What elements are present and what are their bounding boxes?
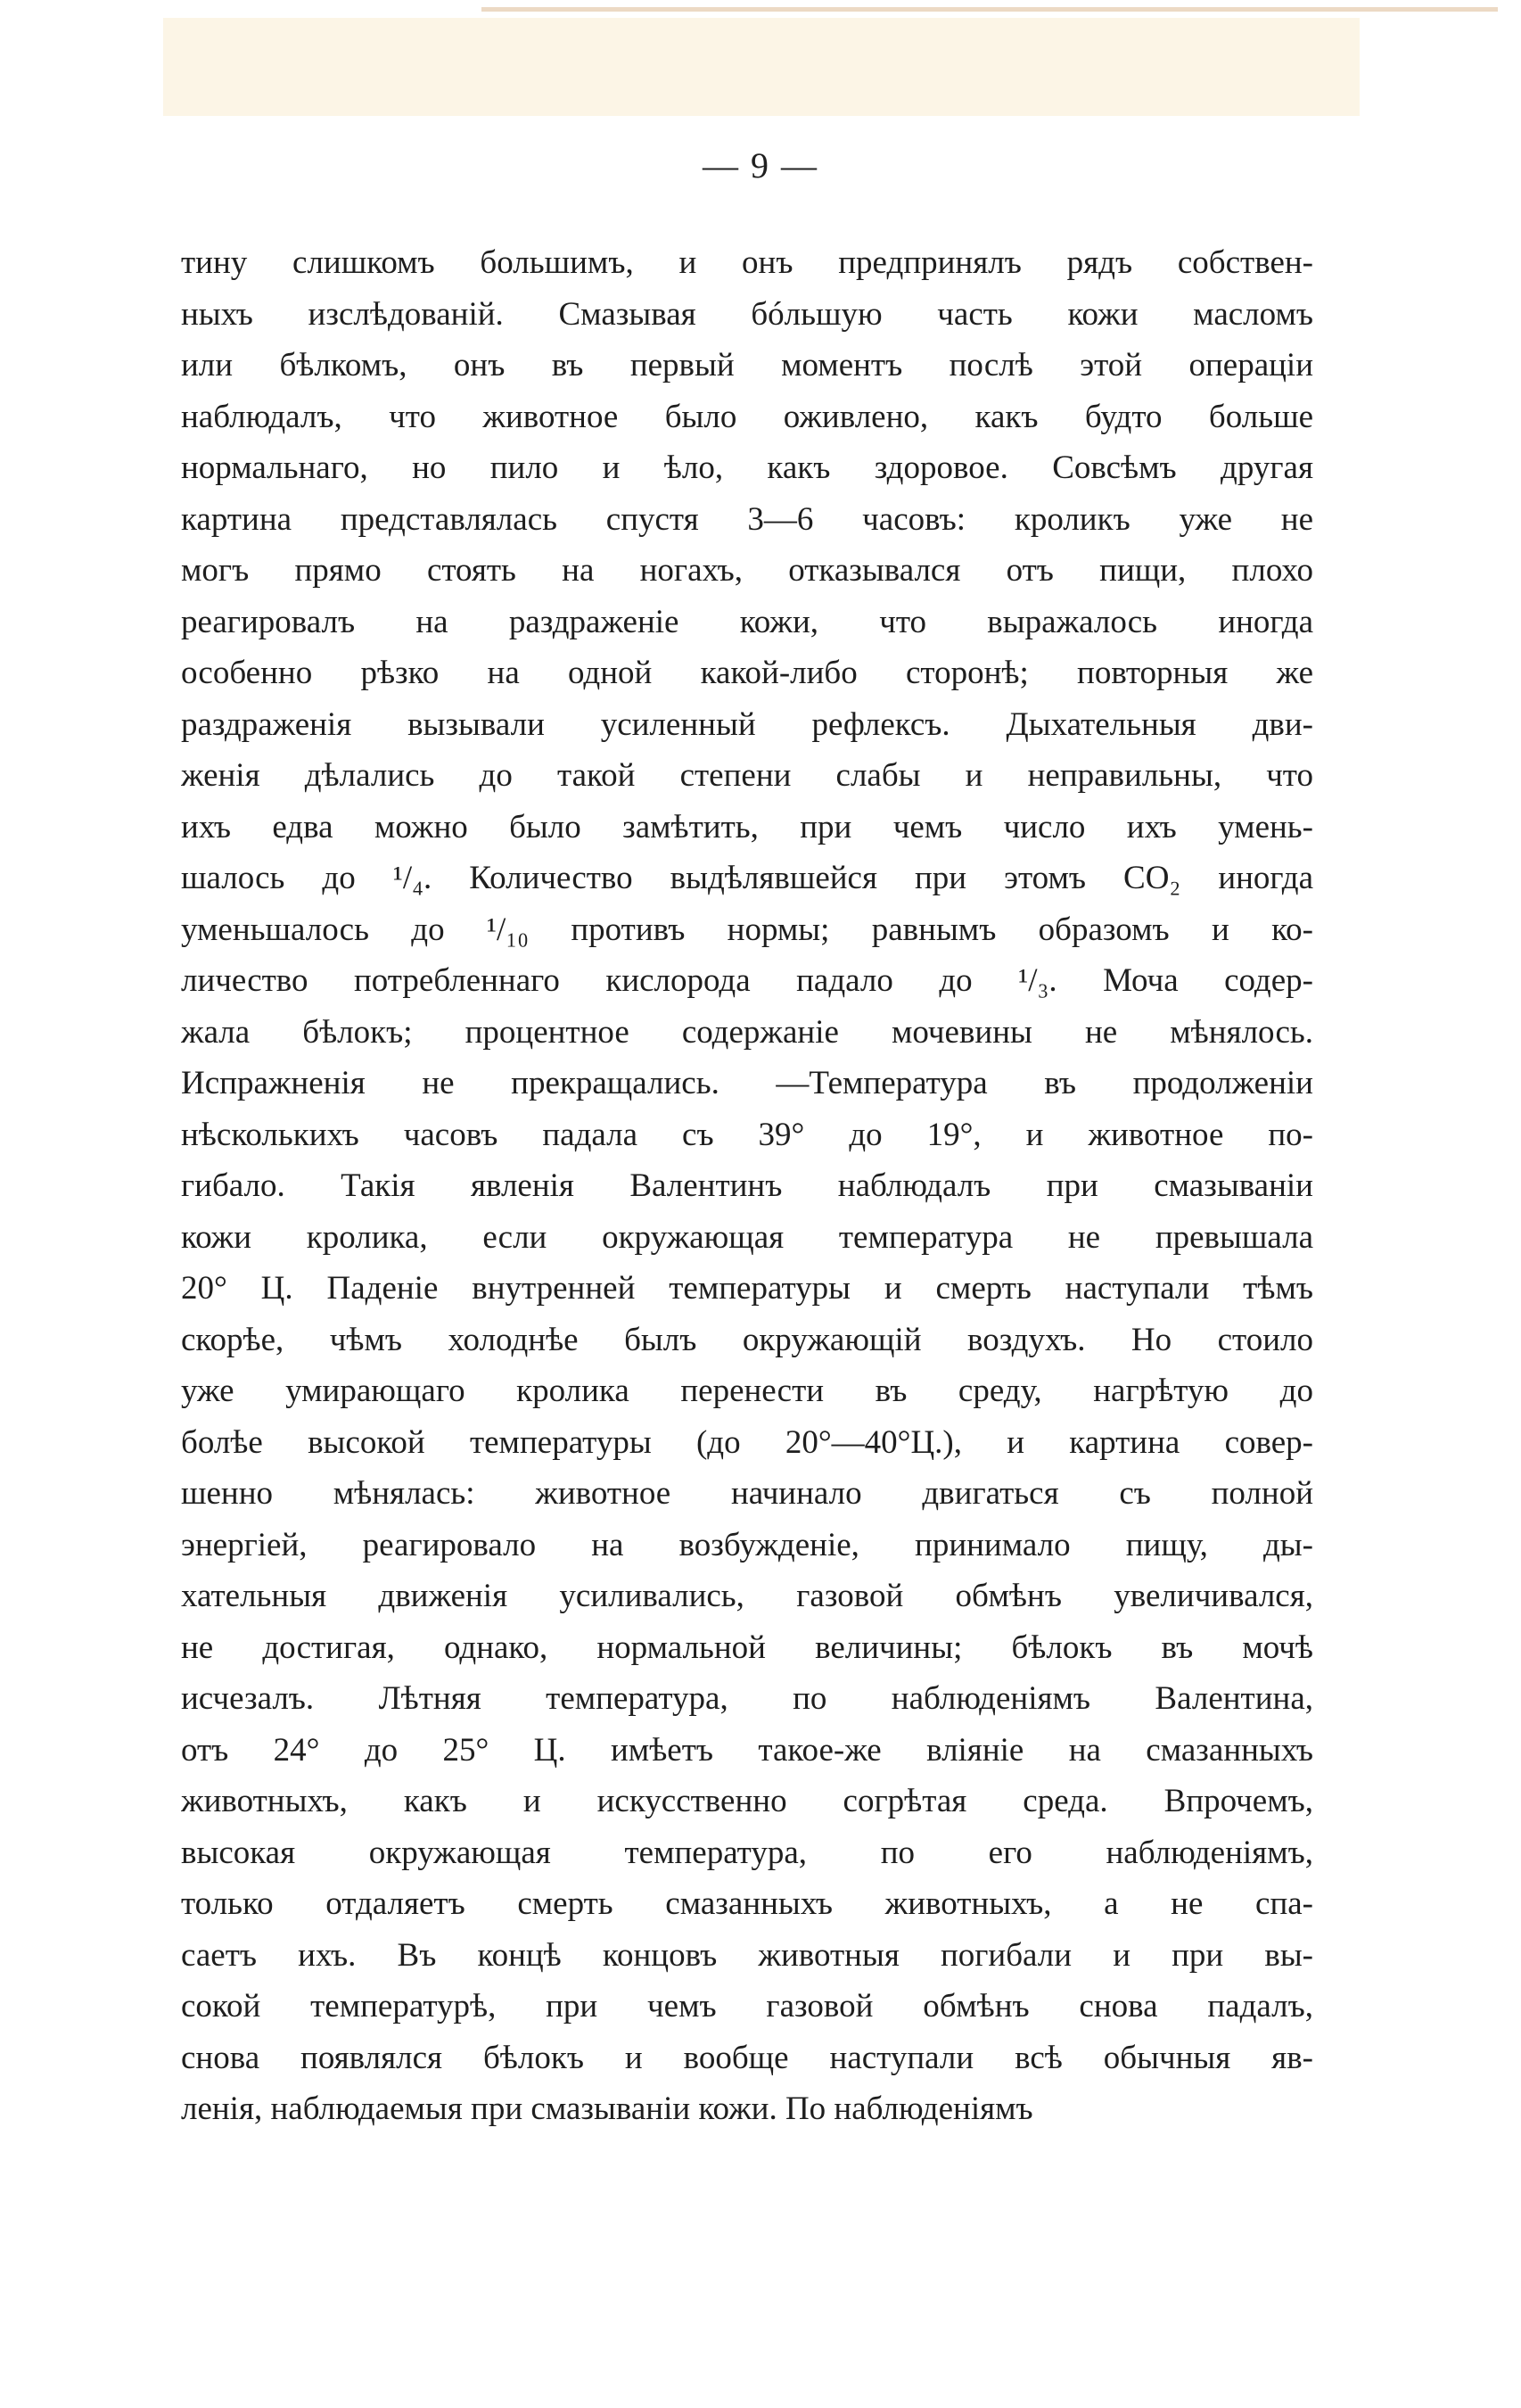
text-line: не достигая, однако, нормальной величины; бѣлокъ въ мочѣ [181, 1629, 1313, 1666]
text-line: хательныя движенія усиливались, газовой обмѣнъ увеличивался, [181, 1578, 1313, 1614]
text-line: нѣсколькихъ часовъ падала съ 39° до 19°, и животное по- [181, 1116, 1313, 1153]
text-line: шалось до ¹/₄. Количество выдѣлявшейся при этомъ CO₂ иногда [181, 860, 1313, 896]
text-line: гибало. Такія явленія Валентинъ наблюдалъ при смазываніи [181, 1167, 1313, 1204]
text-line: 20° Ц. Паденіе внутренней температуры и смерть наступали тѣмъ [181, 1270, 1313, 1307]
text-line: саетъ ихъ. Въ концѣ концовъ животныя погибали и при вы- [181, 1936, 1313, 1974]
scan-paper-band [163, 18, 1360, 116]
text-line: раздраженія вызывали усиленный рефлексъ. Дыхательныя дви- [181, 705, 1313, 743]
text-line: животныхъ, какъ и искусственно согрѣтая среда. Впрочемъ, [181, 1783, 1313, 1819]
text-line: высокая окружающая температура, по его наблюденіямъ, [181, 1834, 1313, 1871]
text-line: ныхъ изслѣдованій. Смазывая бóльшую часть кожи масломъ [181, 295, 1313, 333]
text-line: ленія, наблюдаемыя при смазываніи кожи. По наблюденіямъ [181, 2091, 1033, 2127]
text-line: ихъ едва можно было замѣтить, при чемъ число ихъ умень- [181, 808, 1313, 845]
text-line: болѣе высокой температуры (до 20°—40°Ц.), и картина совер- [181, 1423, 1313, 1461]
text-line: личество потребленнаго кислорода падало до ¹/₃. Моча содер- [181, 962, 1313, 999]
page-number: — 9 — [703, 145, 818, 186]
text-line: особенно рѣзко на одной какой-либо сторонѣ; повторныя же [181, 655, 1313, 691]
text-line: женія дѣлались до такой степени слабы и неправильны, что [181, 757, 1313, 794]
text-line: сокой температурѣ, при чемъ газовой обмѣнъ снова падалъ, [181, 1988, 1313, 2025]
text-line: отъ 24° до 25° Ц. имѣетъ такое-же вліяніе на смазанныхъ [181, 1731, 1313, 1769]
text-line: реагировалъ на раздраженіе кожи, что выражалось иногда [181, 603, 1313, 640]
text-line: жала бѣлокъ; процентное содержаніе мочевины не мѣнялось. [181, 1013, 1313, 1051]
text-line: энергіей, реагировало на возбужденіе, принимало пищу, ды- [181, 1526, 1313, 1563]
text-line: уменьшалось до ¹/₁₀ противъ нормы; равнымъ образомъ и ко- [181, 911, 1313, 948]
scan-top-strip [481, 7, 1498, 12]
text-line: кожи кролика, если окружающая температура не превышала [181, 1218, 1313, 1256]
text-line: скорѣе, чѣмъ холоднѣе былъ окружающій воздухъ. Но стоило [181, 1321, 1313, 1358]
text-line: наблюдалъ, что животное было оживлено, какъ будто больше [181, 398, 1313, 435]
text-line: только отдаляетъ смерть смазанныхъ животныхъ, а не спа- [181, 1885, 1313, 1922]
body-text [181, 237, 1313, 2135]
text-line: могъ прямо стоять на ногахъ, отказывался отъ пищи, плохо [181, 552, 1313, 589]
text-line: тину слишкомъ большимъ, и онъ предпринялъ рядъ собствен- [181, 244, 1313, 281]
text-line: снова появлялся бѣлокъ и вообще наступали всѣ обычныя яв- [181, 2039, 1313, 2076]
text-line: шенно мѣнялась: животное начинало двигаться съ полной [181, 1475, 1313, 1512]
text-line: или бѣлкомъ, онъ въ первый моментъ послѣ этой операціи [181, 347, 1313, 383]
text-line: исчезалъ. Лѣтняя температура, по наблюденіямъ Валентина, [181, 1680, 1313, 1717]
text-line: нормальнаго, но пило и ѣло, какъ здоровое. Совсѣмъ другая [181, 449, 1313, 486]
text-line: картина представлялась спустя 3—6 часовъ: кроликъ уже не [181, 500, 1313, 538]
text-line: Испражненія не прекращались. —Температура въ продолженіи [181, 1065, 1313, 1101]
text-line: уже умирающаго кролика перенести въ среду, нагрѣтую до [181, 1373, 1313, 1409]
